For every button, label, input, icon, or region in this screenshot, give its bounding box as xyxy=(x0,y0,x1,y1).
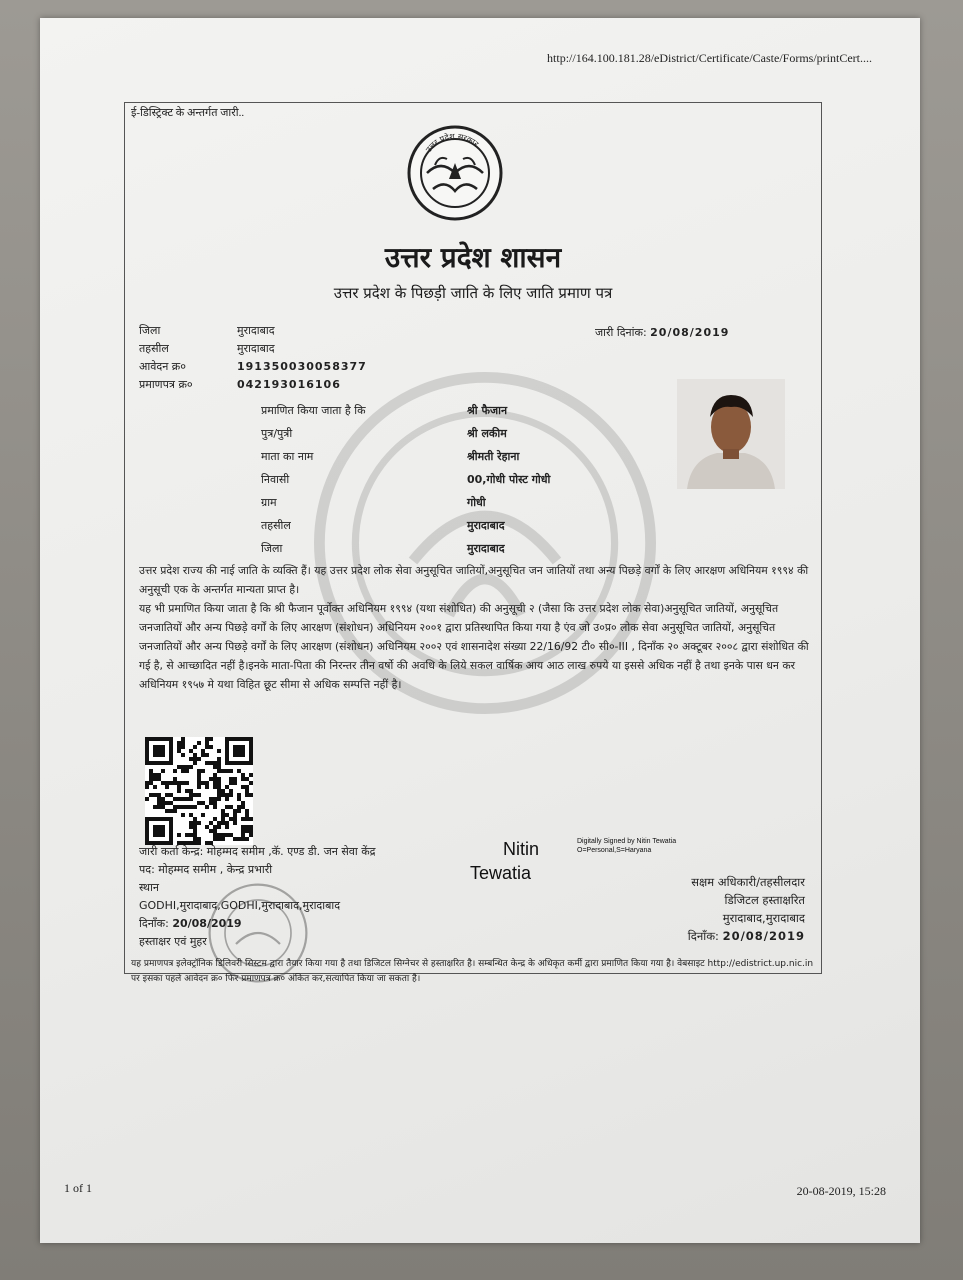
field-value: श्री लकीम xyxy=(467,427,507,440)
place-value: GODHI,मुरादाबाद,GODHI,मुरादाबाद,मुरादाबाद xyxy=(139,899,341,912)
officer-title: सक्षम अधिकारी/तहसीलदार xyxy=(691,875,805,889)
digital-signature-details: Digitally Signed by Nitin Tewatia O=Personal,S=Haryana xyxy=(577,838,677,854)
verification-footer-note: यह प्रमाणपत्र इलेक्ट्रॉनिक डिलिवरी सिस्टम द्वारा तैयार किया गया है तथा डिजिटल सिग्नेचर से हस्ताक्षरित है। सम्बन्धित केन्द्र के अधिकृत कर्मी द्वारा प्रमाणित किया गया है। वेबसाइट http://edistrict.up.nic.in पर इसका पहले आवेदन क्र० फिर प्रमाणपत्र क्र० अंकित कर,सत्यापित किया जा सकता है। xyxy=(131,959,814,984)
tehsil-value: मुरादाबाद xyxy=(237,342,275,355)
print-timestamp: 20-08-2019, 15:28 xyxy=(796,1184,886,1198)
issuer-date-label: दिनाँक: xyxy=(139,917,169,930)
application-number-value: 191350030058377 xyxy=(237,360,367,373)
field-value: श्री फैजान xyxy=(467,404,508,417)
page-count: 1 of 1 xyxy=(64,1181,92,1195)
up-government-emblem-icon xyxy=(405,123,505,223)
tehsil-row xyxy=(139,341,275,356)
issue-date-label: जारी दिनांक: xyxy=(595,326,647,339)
place-label: स्थान xyxy=(139,881,160,894)
officer-digitally-signed: डिजिटल हस्ताक्षरित xyxy=(724,893,805,907)
applicant-photo xyxy=(677,379,785,489)
field-value: मुरादाबाद xyxy=(467,542,505,555)
officer-date-value: 20/08/2019 xyxy=(722,929,805,943)
field-value: 00,गोधी पोस्ट गोधी xyxy=(467,473,551,486)
certificate-number-value: 042193016106 xyxy=(237,378,341,391)
district-row xyxy=(139,323,275,338)
issuer-date-value: 20/08/2019 xyxy=(172,917,242,930)
officer-location: मुरादाबाद,मुरादाबाद xyxy=(722,911,805,925)
tehsil-label: तहसील xyxy=(139,342,169,355)
issue-date-value: 20/08/2019 xyxy=(650,326,730,339)
certification-paragraph: यह भी प्रमाणित किया जाता है कि श्री फैजान पूर्वोक्त अधिनियम १९९४ (यथा संशोधित) की अनुसूची २ (जैसा कि उत्तर प्रदेश लोक सेवा)अनुसूचित जातियों, अनुसूचित जनजातियों और अन्य पिछड़े वर्गों के लिए आरक्षण (संशोधन) अधिनियम २००१ द्वारा प्रतिस्थापित किया गया है एंव जो उ०प्र० लोक सेवा अनुसूचित जातियों, अनुसूचित जनजातियों और अन्य पिछड़े वर्गों के लिए आरक्षण (संशोधन) अधिनियम २००२ एवं शासनादेश संख्या 22/16/92 टी० सी०-III , दिनाँक २० अक्टूबर २००८ द्वारा संशोधित की गई है, से आच्छादित नहीं है।इनके माता-पिता की निरन्तर तीन वर्षो की अवधि के लिये सकल वार्षिक आय आठ लाख रुपये या इससे अधिक नहीं है तथा इनके पास धन कर अधिनियम १९५७ मे यथा विहित छूट सीमा से अधिक सम्पत्ति नहीं है। xyxy=(139,602,809,691)
field-value: श्रीमती रेहाना xyxy=(467,450,520,463)
field-value: मुरादाबाद xyxy=(467,519,505,532)
svg-text:उत्तर प्रदेश सरकार: उत्तर प्रदेश सरकार xyxy=(423,131,481,155)
print-url: http://164.100.181.28/eDistrict/Certificate/Caste/Forms/printCert.... xyxy=(547,51,872,65)
field-label: ग्राम xyxy=(261,496,277,509)
district-label: जिला xyxy=(139,324,161,337)
caste-statement-paragraph: उत्तर प्रदेश राज्य की नाई जाति के व्यक्ति हैं। यह उत्तर प्रदेश लोक सेवा अनुसूचित जातियों,अनुसूचित जन जातियों तथा अन्य पिछड़े वर्गों के लिए आरक्षण अधिनियम १९९४ की अनुसूची एक के अन्तर्गत मान्यता प्राप्त है। xyxy=(139,564,809,596)
digital-signer-last-name: Tewatia xyxy=(470,863,532,883)
field-label: तहसील xyxy=(261,519,291,532)
issue-date xyxy=(595,325,729,340)
field-value: गोधी xyxy=(467,496,486,509)
field-label: प्रमाणित किया जाता है कि xyxy=(261,404,366,417)
issuing-center: जारी कर्ता केन्द्र: मोहम्मद समीम ,कॅ. एण्ड डी. जन सेवा केंद्र xyxy=(139,845,376,858)
signature-seal-label: हस्ताक्षर एवं मुहर xyxy=(139,935,207,948)
issuer-post: पद: मोहम्मद समीम , केन्द्र प्रभारी xyxy=(139,863,273,876)
certificate-number-row xyxy=(139,377,341,392)
qr-code[interactable] xyxy=(145,737,253,845)
officer-block xyxy=(615,873,805,945)
field-label: निवासी xyxy=(261,473,290,486)
field-label: जिला xyxy=(261,542,283,555)
officer-date-label: दिनाँक: xyxy=(687,929,719,943)
certificate-number-label: प्रमाणपत्र क्र० xyxy=(139,378,193,391)
issued-under-label: ई-डिस्ट्रिक्ट के अन्तर्गत जारी.. xyxy=(131,107,245,119)
printed-page xyxy=(40,18,920,1243)
field-label: माता का नाम xyxy=(261,450,314,463)
field-label: पुत्र/पुत्री xyxy=(261,427,293,440)
application-number-label: आवेदन क्र० xyxy=(139,360,186,373)
district-value: मुरादाबाद xyxy=(237,324,275,337)
digital-signer-first-name: Nitin xyxy=(503,839,540,859)
issuing-center-block xyxy=(139,843,479,951)
issuer-date-row xyxy=(139,915,479,933)
certificate-title: उत्तर प्रदेश के पिछड़ी जाति के लिए जाति प्रमाण पत्र xyxy=(333,284,613,302)
officer-date-row xyxy=(615,927,805,945)
application-number-row xyxy=(139,359,367,374)
certificate-frame xyxy=(124,102,822,984)
government-title: उत्तर प्रदेश शासन xyxy=(384,241,562,274)
